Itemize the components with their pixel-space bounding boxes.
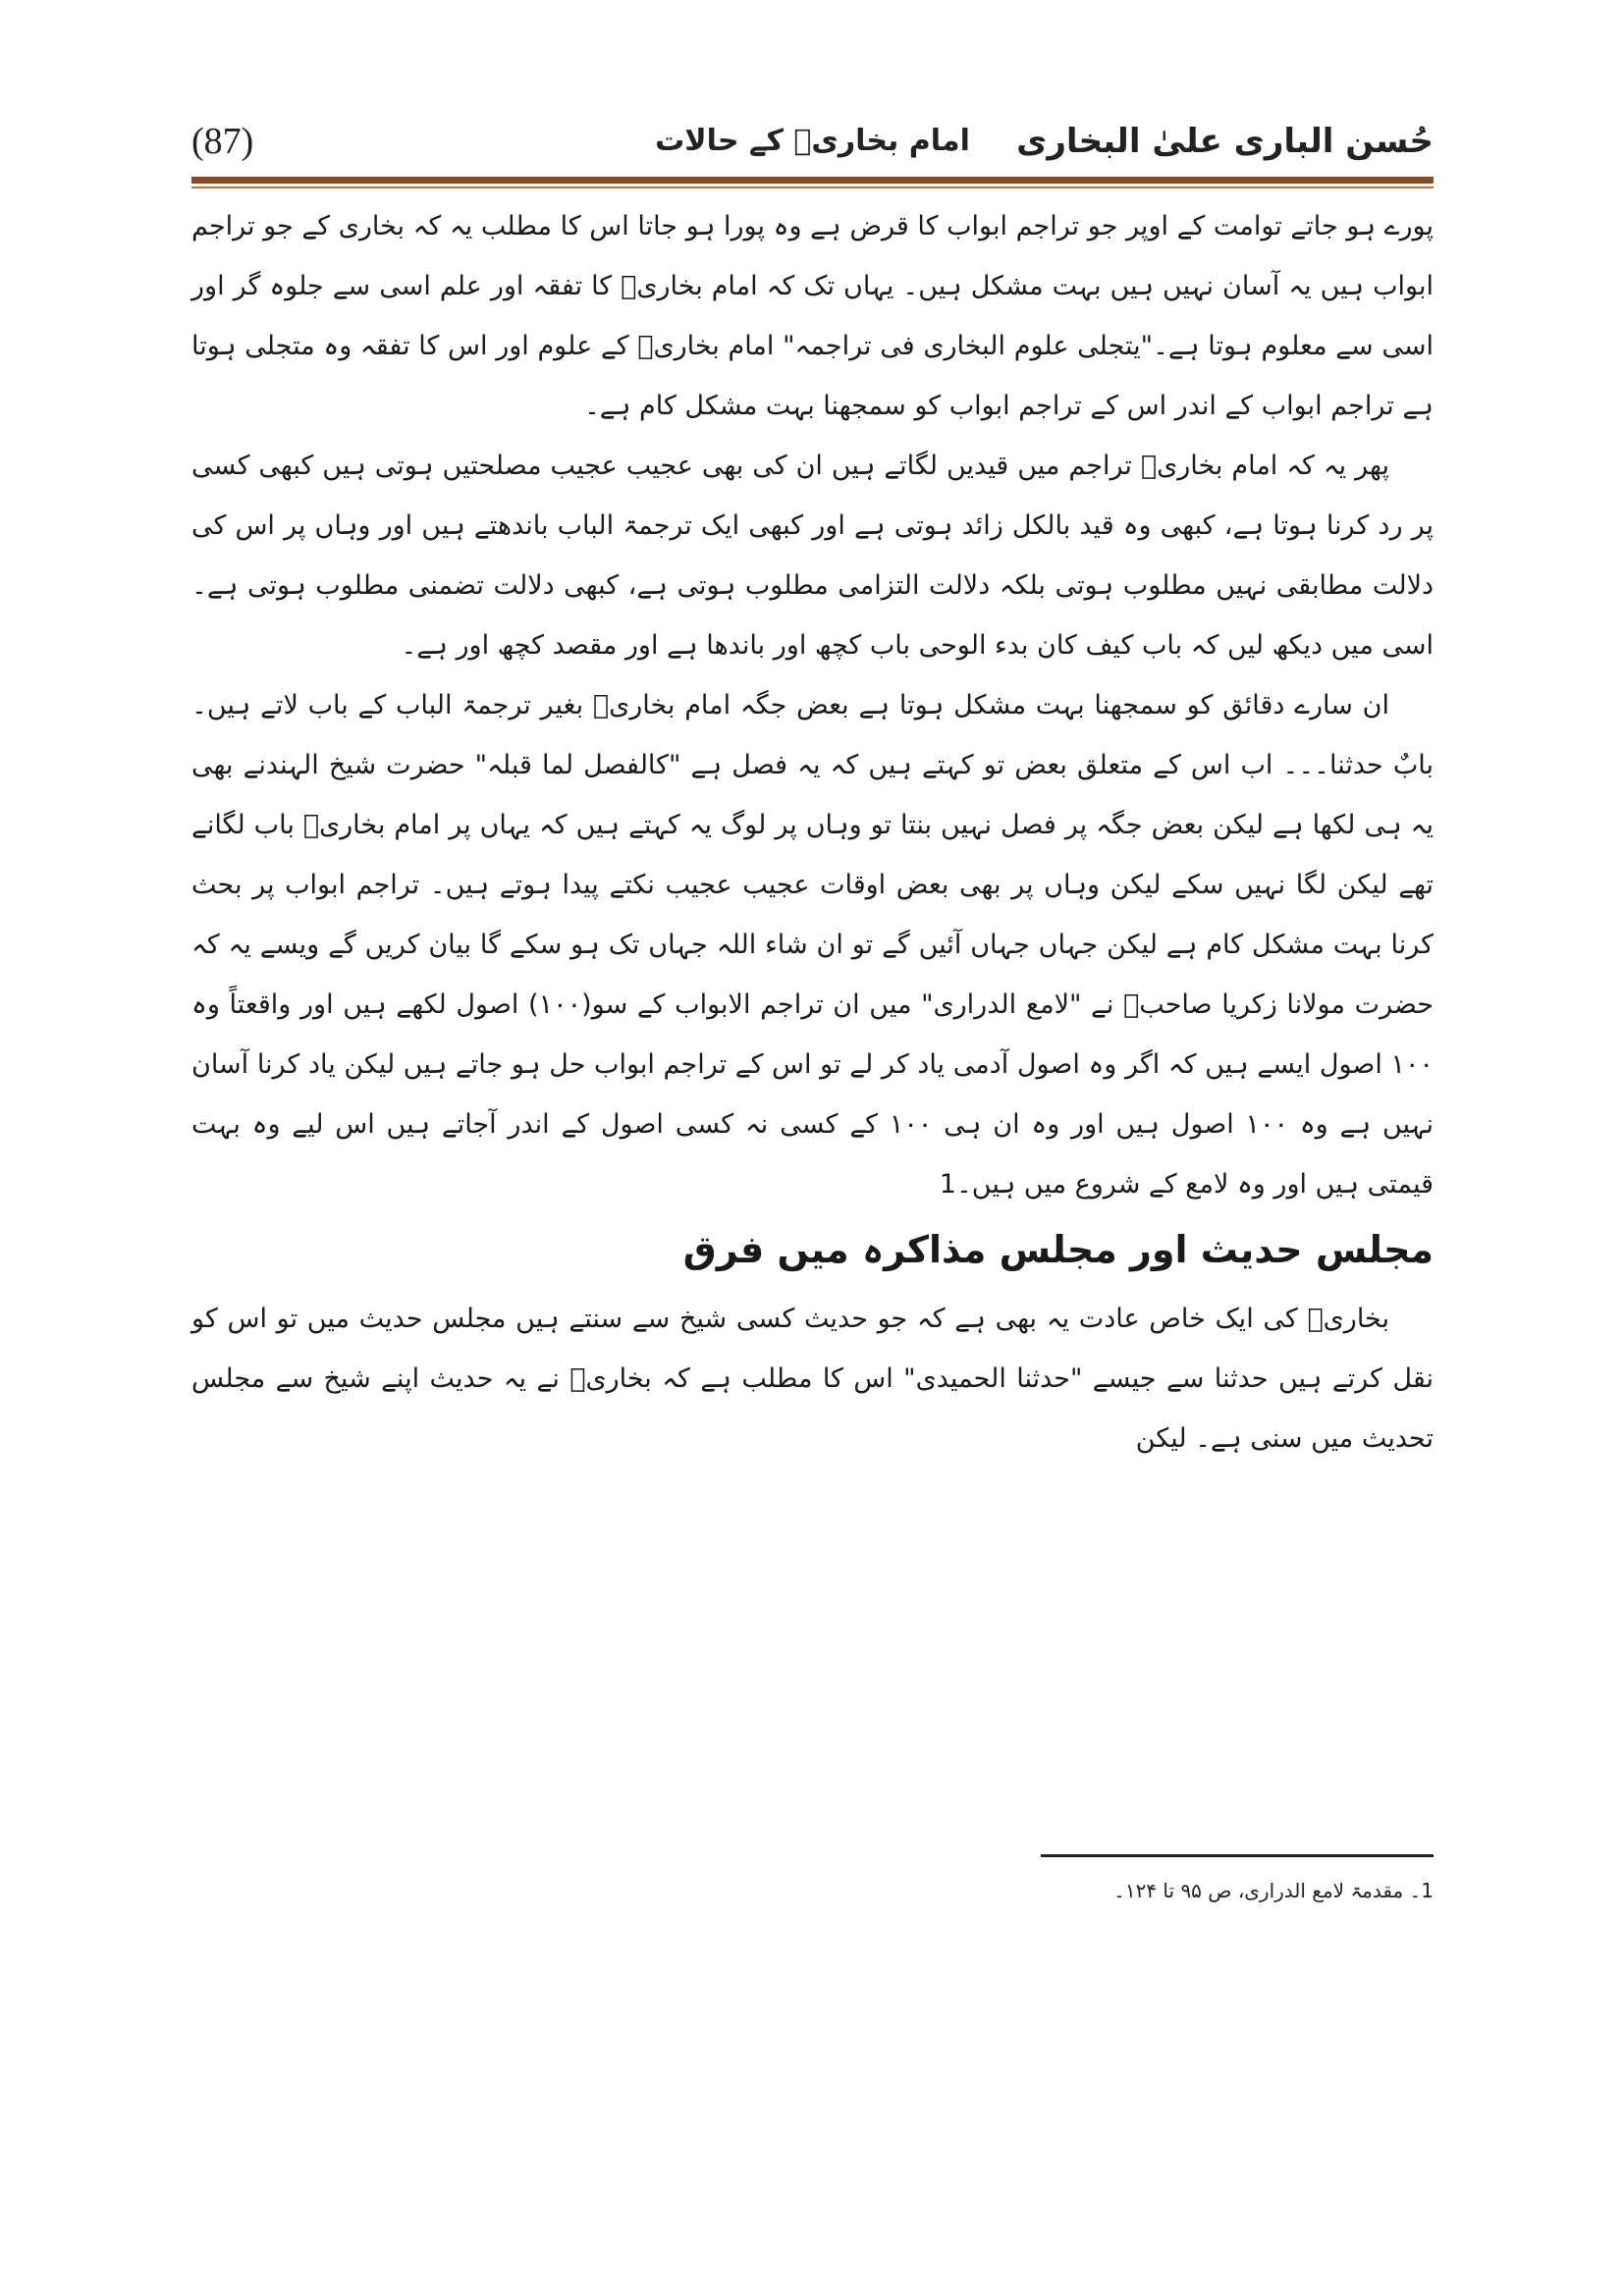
section-heading: مجلس حدیث اور مجلس مذاکرہ میں فرق (682, 1228, 1434, 1271)
page-number: (87) (191, 121, 254, 162)
body-text (191, 196, 1434, 1468)
page-header (191, 116, 1434, 175)
footnote-divider (1041, 1854, 1434, 1857)
header-rule-thin (191, 187, 1434, 188)
paragraph-1: پورے ہو جاتے توامت کے اوپر جو تراجم ابواب کا قرض ہے وہ پورا ہو جاتا اس کا مطلب یہ کہ بخاری کے جو تراجم ابواب ہیں یہ آسان نہیں ہیں بہت مشکل ہیں۔ یہاں تک کہ امام بخاریؒ کا تفقہ اور علم اسی سے جلوہ گر اور اسی سے معلوم ہوتا ہے۔"یتجلی علوم البخاری فی تراجمہ" امام بخاریؒ کے علوم اور اس کا تفقہ وہ متجلی ہوتا ہے تراجم ابواب کے اندر اس کے تراجم ابواب کو سمجھنا بہت مشکل کام ہے۔ (191, 211, 1434, 421)
header-rule-thick (191, 177, 1434, 184)
section-paragraph: بخاریؒ کی ایک خاص عادت یہ بھی ہے کہ جو حدیث کسی شیخ سے سنتے ہیں مجلس حدیث میں تو اس کو نقل کرتے ہیں حدثنا سے جیسے "حدثنا الحمیدی" اس کا مطلب ہے کہ بخاریؒ نے یہ حدیث اپنے شیخ سے مجلس تحدیث میں سنی ہے۔ لیکن (191, 1304, 1434, 1454)
footnote: 1۔ مقدمۃ لامع الدراری، ص ۹۵ تا ۱۲۴۔ (1113, 1879, 1434, 1902)
chapter-title: امام بخاریؒ کے حالات (655, 124, 970, 158)
paragraph-3: ان سارے دقائق کو سمجھنا بہت مشکل ہوتا ہے بعض جگہ امام بخاریؒ بغیر ترجمۃ الباب کے باب لاتے ہیں۔ بابٌ حدثنا۔۔۔ اب اس کے متعلق بعض تو کہتے ہیں کہ یہ فصل ہے "کالفصل لما قبلہ" حضرت شیخ الہندنے بھی یہ ہی لکھا ہے لیکن بعض جگہ پر فصل نہیں بنتا تو وہاں پر لوگ یہ کہتے ہیں کہ یہاں پر امام بخاریؒ باب لگانے تھے لیکن لگا نہیں سکے لیکن وہاں پر بھی بعض اوقات عجیب عجیب نکتے پیدا ہوتے ہیں۔ تراجم ابواب پر بحث کرنا بہت مشکل کام ہے لیکن جہاں جہاں آئیں گے تو ان شاء اللہ جہاں تک ہو سکے گا بیان کریں گے ویسے یہ کہ حضرت مولانا زکریا صاحبؒ نے "لامع الدراری" میں ان تراجم الابواب کے سو(۱۰۰) اصول لکھے ہیں اور واقعتاً وہ ۱۰۰ اصول ایسے ہیں کہ اگر وہ اصول آدمی یاد کر لے تو اس کے تراجم ابواب حل ہو جاتے ہیں لیکن یاد کرنا آسان نہیں ہے وہ ۱۰۰ اصول ہیں اور وہ ان ہی ۱۰۰ کے کسی نہ کسی اصول کے اندر آجاتے ہیں اس لیے وہ بہت قیمتی ہیں اور وہ لامع کے شروع میں ہیں۔1 (191, 690, 1435, 1200)
book-title: حُسن الباری علیٰ البخاری (1016, 122, 1434, 161)
paragraph-2: پھر یہ کہ امام بخاریؒ تراجم میں قیدیں لگاتے ہیں ان کی بھی عجیب عجیب مصلحتیں ہوتی ہیں کبھی کسی پر رد کرنا ہوتا ہے، کبھی وہ قید بالکل زائد ہوتی ہے اور کبھی ایک ترجمۃ الباب باندھتے ہیں اور وہاں پر اس کی دلالت مطابقی نہیں مطلوب ہوتی بلکہ دلالت التزامی مطلوب ہوتی ہے، کبھی دلالت تضمنی مطلوب ہوتی ہے۔ اسی میں دیکھ لیں کہ باب کیف کان بدء الوحی باب کچھ اور باندھا ہے اور مقصد کچھ اور ہے۔ (191, 451, 1434, 661)
